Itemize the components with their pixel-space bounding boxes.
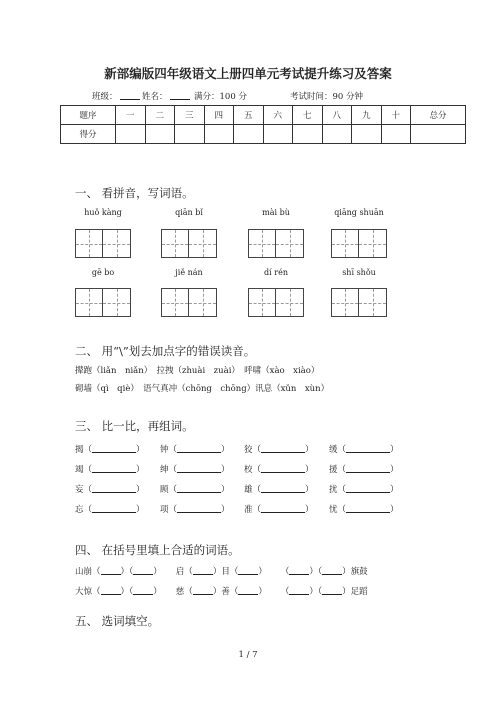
compare-char: 准 xyxy=(244,505,253,515)
writing-grid xyxy=(161,229,217,258)
compare-item: 援（ ） xyxy=(329,462,399,475)
idiom-text: （ xyxy=(280,567,290,577)
compare-item: 绅（ ） xyxy=(160,462,230,475)
answer-blank[interactable] xyxy=(177,502,221,513)
compare-item: 钟（ ） xyxy=(160,442,230,455)
exam-time: 考试时间：90 分钟 xyxy=(290,92,364,102)
score-table-header-cell: 一 xyxy=(116,106,146,125)
answer-blank[interactable] xyxy=(101,584,121,595)
writing-cell[interactable] xyxy=(162,230,189,257)
answer-blank[interactable] xyxy=(177,482,221,493)
page-number: 1 / 7 xyxy=(238,650,258,660)
idiom-text: ）足蹈 xyxy=(342,587,368,597)
idiom-text: ）（ xyxy=(309,587,323,597)
answer-blank[interactable] xyxy=(193,564,213,575)
writing-cell[interactable] xyxy=(249,230,276,257)
writing-cell[interactable] xyxy=(103,230,130,257)
compare-item: 妄（ ） xyxy=(75,482,145,495)
writing-cell[interactable] xyxy=(103,289,130,316)
score-table-header-cell: 八 xyxy=(322,106,352,125)
idiom-text: 山崩（ xyxy=(75,567,101,577)
pronunciation-line-1[interactable]: 撵跑（liǎn niǎn） 拉拽（zhuài zuài） 呼啸（xào xiào） xyxy=(75,366,320,376)
idiom-text: ） xyxy=(153,587,162,597)
answer-blank[interactable] xyxy=(322,584,342,595)
answer-blank[interactable] xyxy=(193,584,213,595)
compare-item: 缓（ ） xyxy=(329,442,399,455)
compare-item: 准（ ） xyxy=(244,502,314,515)
writing-cell[interactable] xyxy=(76,230,103,257)
idiom-text: ）目（ xyxy=(212,567,239,577)
pinyin-label: dí rén xyxy=(264,268,288,277)
compare-char: 钟 xyxy=(160,445,169,455)
answer-blank[interactable] xyxy=(261,502,305,513)
writing-cell[interactable] xyxy=(76,289,103,316)
writing-grid xyxy=(75,288,131,317)
compare-item: 忘（ ） xyxy=(75,502,145,515)
writing-cell[interactable] xyxy=(332,289,359,316)
name-blank[interactable] xyxy=(170,90,190,102)
answer-blank[interactable] xyxy=(101,564,121,575)
class-label: 班级： xyxy=(92,92,118,102)
idiom-text: ）旗鼓 xyxy=(342,567,368,577)
compare-char: 扰 xyxy=(329,485,338,495)
compare-item: 扰（ ） xyxy=(329,482,399,495)
score-input-cell[interactable] xyxy=(322,125,352,144)
idiom-text: 大惊（ xyxy=(75,587,101,597)
score-table-header-row xyxy=(61,106,466,125)
idiom-text: 慈（ xyxy=(175,587,193,597)
class-blank[interactable] xyxy=(120,90,140,102)
compare-item: 忧（ ） xyxy=(329,502,399,515)
answer-blank[interactable] xyxy=(133,584,153,595)
answer-blank[interactable] xyxy=(92,482,136,493)
answer-blank[interactable] xyxy=(92,442,136,453)
section-3-heading: 三、 比一比，再组词。 xyxy=(75,419,194,433)
writing-cell[interactable] xyxy=(276,230,303,257)
pinyin-label: gē bo xyxy=(91,268,115,277)
writing-cell[interactable] xyxy=(189,289,216,316)
section-4-heading: 四、 在括号里填上合适的词语。 xyxy=(75,543,240,557)
score-table-header-cell: 九 xyxy=(352,106,382,125)
score-input-cell[interactable] xyxy=(175,125,205,144)
idiom-text: 启（ xyxy=(175,567,193,577)
compare-char: 揭 xyxy=(75,445,84,455)
compare-char: 援 xyxy=(329,465,338,475)
idiom-text: ） xyxy=(258,567,267,577)
score-row-label: 得分 xyxy=(61,125,116,144)
writing-cell[interactable] xyxy=(249,289,276,316)
score-table-header-cell: 二 xyxy=(145,106,175,125)
answer-blank[interactable] xyxy=(346,502,390,513)
compare-char: 狡 xyxy=(244,445,253,455)
compare-char: 雄 xyxy=(244,485,253,495)
score-input-cell[interactable] xyxy=(293,125,323,144)
compare-char: 绅 xyxy=(160,465,169,475)
idiom-text: ）（ xyxy=(120,587,134,597)
compare-char: 竭 xyxy=(75,465,84,475)
score-input-cell[interactable] xyxy=(352,125,382,144)
answer-blank[interactable] xyxy=(177,462,221,473)
answer-blank[interactable] xyxy=(322,564,342,575)
pinyin-label: huǒ kàng xyxy=(84,208,122,217)
answer-blank[interactable] xyxy=(289,564,309,575)
writing-grid xyxy=(248,229,304,258)
writing-cell[interactable] xyxy=(276,289,303,316)
score-table-header-cell: 五 xyxy=(234,106,264,125)
score-input-cell[interactable] xyxy=(234,125,264,144)
writing-grid xyxy=(75,229,131,258)
writing-grid xyxy=(248,288,304,317)
section-5-heading: 五、 选词填空。 xyxy=(75,614,160,628)
pinyin-label: mài bù xyxy=(262,208,290,217)
idiom-text: ）善（ xyxy=(212,587,239,597)
answer-blank[interactable] xyxy=(238,584,258,595)
answer-blank[interactable] xyxy=(289,584,309,595)
writing-cell[interactable] xyxy=(162,289,189,316)
answer-blank[interactable] xyxy=(346,442,390,453)
writing-cell[interactable] xyxy=(359,230,386,257)
name-label: 姓名： xyxy=(142,92,168,102)
compare-char: 校 xyxy=(244,465,253,475)
answer-blank[interactable] xyxy=(133,564,153,575)
score-table-header-cell: 四 xyxy=(204,106,234,125)
compare-item: 校（ ） xyxy=(244,462,314,475)
compare-item: 顾（ ） xyxy=(160,482,230,495)
compare-char: 项 xyxy=(160,505,169,515)
compare-char: 顾 xyxy=(160,485,169,495)
idiom-text: ）（ xyxy=(120,567,134,577)
idiom-line-2 xyxy=(75,584,368,597)
score-table-header-cell: 题序 xyxy=(61,106,116,125)
answer-blank[interactable] xyxy=(238,564,258,575)
writing-cell[interactable] xyxy=(359,289,386,316)
full-score: 满分：100 分 xyxy=(194,92,247,102)
compare-item: 竭（ ） xyxy=(75,462,145,475)
score-input-cell[interactable] xyxy=(381,125,411,144)
answer-blank[interactable] xyxy=(261,462,305,473)
score-table-header-cell: 三 xyxy=(175,106,205,125)
idiom-text: （ xyxy=(280,587,290,597)
section-1-heading: 一、 看拼音，写词语。 xyxy=(75,186,194,200)
answer-blank[interactable] xyxy=(261,482,305,493)
score-input-cell[interactable] xyxy=(411,125,466,144)
writing-grid xyxy=(331,229,387,258)
pinyin-label: jiě nán xyxy=(175,268,203,277)
score-input-cell[interactable] xyxy=(145,125,175,144)
compare-char: 忘 xyxy=(75,505,84,515)
writing-grid xyxy=(161,288,217,317)
compare-item: 揭（ ） xyxy=(75,442,145,455)
pinyin-label: shī shǒu xyxy=(342,268,376,277)
idiom-text: ） xyxy=(258,587,267,597)
score-table-header-cell: 七 xyxy=(293,106,323,125)
writing-grid xyxy=(331,288,387,317)
compare-char: 忧 xyxy=(329,505,338,515)
answer-blank[interactable] xyxy=(346,462,390,473)
compare-item: 雄（ ） xyxy=(244,482,314,495)
idiom-line-1 xyxy=(75,564,368,577)
answer-blank[interactable] xyxy=(92,502,136,513)
writing-cell[interactable] xyxy=(332,230,359,257)
answer-blank[interactable] xyxy=(261,442,305,453)
pinyin-label: qiān bǐ xyxy=(175,208,203,217)
pinyin-label: qiāng shuān xyxy=(334,208,384,217)
pronunciation-line-2[interactable]: 砌墙（qì qiè） 语气真冲（chōng chōng）讯息（xǔn xùn） xyxy=(75,384,330,394)
answer-blank[interactable] xyxy=(177,442,221,453)
idiom-text: ）（ xyxy=(309,567,323,577)
compare-item: 项（ ） xyxy=(160,502,230,515)
score-table-header-cell: 十 xyxy=(381,106,411,125)
score-table xyxy=(60,105,466,144)
section-2-heading: 二、 用“\”划去加点字的错误读音。 xyxy=(75,344,256,358)
score-input-cell[interactable] xyxy=(204,125,234,144)
score-table-header-cell: 六 xyxy=(263,106,293,125)
score-table-header-cell: 总分 xyxy=(411,106,466,125)
score-table-score-row xyxy=(61,125,466,144)
idiom-text: ） xyxy=(153,567,162,577)
answer-blank[interactable] xyxy=(346,482,390,493)
page-title: 新部编版四年级语文上册四单元考试提升练习及答案 xyxy=(104,66,392,81)
compare-item: 狡（ ） xyxy=(244,442,314,455)
score-input-cell[interactable] xyxy=(263,125,293,144)
compare-char: 妄 xyxy=(75,485,84,495)
writing-cell[interactable] xyxy=(189,230,216,257)
answer-blank[interactable] xyxy=(92,462,136,473)
score-input-cell[interactable] xyxy=(116,125,146,144)
compare-char: 缓 xyxy=(329,445,338,455)
